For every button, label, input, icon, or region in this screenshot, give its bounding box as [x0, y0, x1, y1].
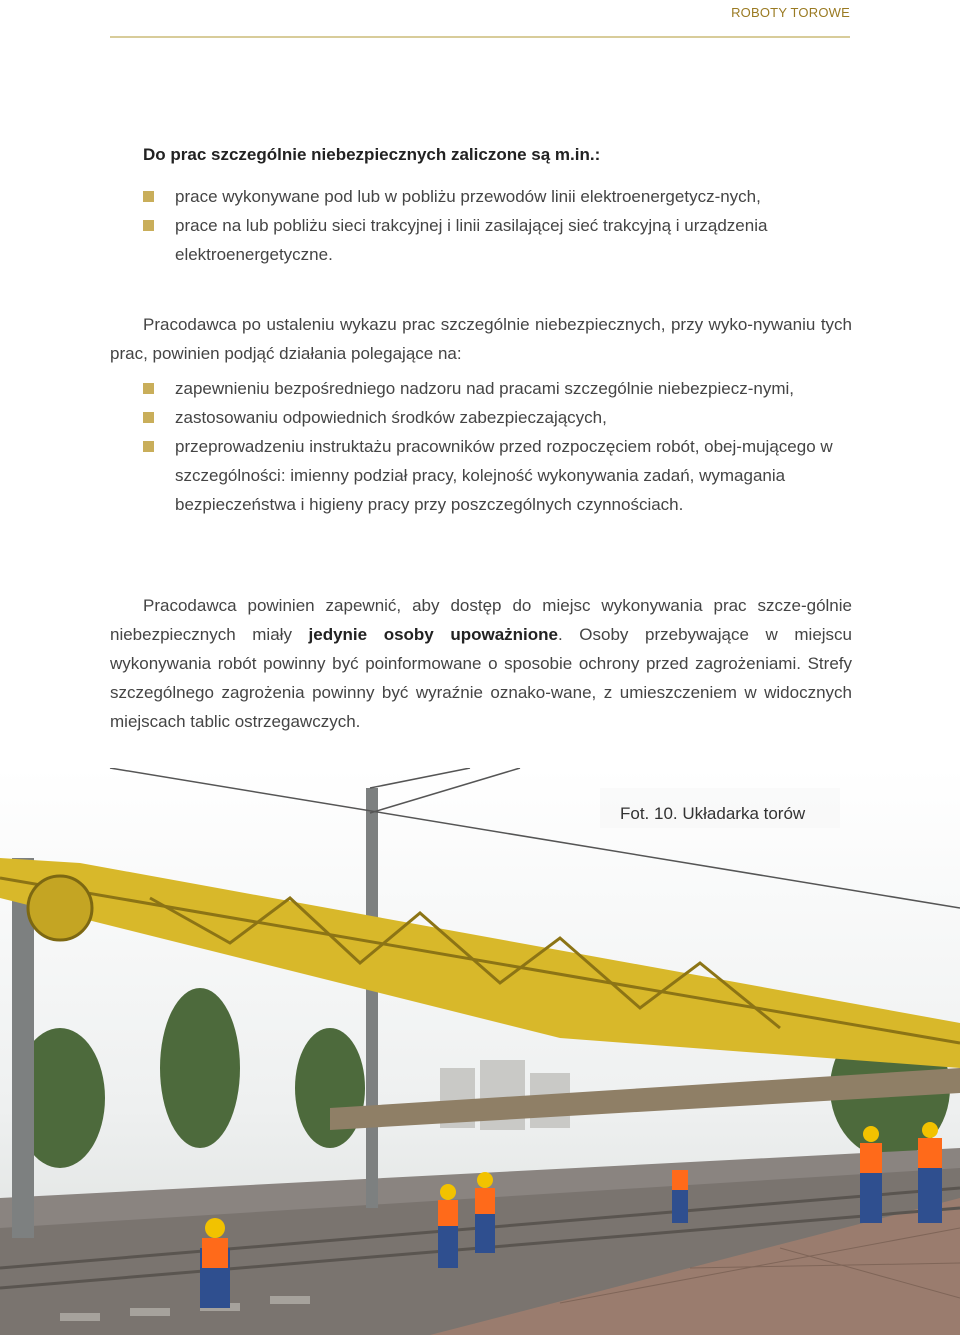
- track-layer-photo: [0, 768, 960, 1335]
- square-bullet-icon: [143, 412, 154, 423]
- square-bullet-icon: [143, 441, 154, 452]
- list-item: przeprowadzeniu instruktażu pracowników przed rozpoczęciem robót, obej-mującego w szczególności: imienny podział pracy, kolejność wykonywania zadań, wymagania bezpieczeństwa i higieny pracy przy poszczególnych czynnościach.: [143, 432, 853, 519]
- square-bullet-icon: [143, 383, 154, 394]
- list-item: prace na lub pobliżu sieci trakcyjnej i linii zasilającej sieć trakcyjną i urządzenia elektroenergetyczne.: [143, 211, 853, 269]
- square-bullet-icon: [143, 220, 154, 231]
- photo-illustration: [0, 768, 960, 1335]
- emphasis-text: jedynie osoby upoważnione: [308, 625, 558, 644]
- section-label: ROBOTY TOROWE: [731, 5, 850, 20]
- section-heading: Do prac szczególnie niebezpiecznych zaliczone są m.in.:: [143, 145, 601, 164]
- list-item: zapewnieniu bezpośredniego nadzoru nad pracami szczególnie niebezpiecz-nymi,: [143, 374, 853, 403]
- employer-actions-list: [143, 374, 853, 519]
- paragraph: Pracodawca po ustaleniu wykazu prac szczególnie niebezpiecznych, przy wyko-nywaniu tych prac, powinien podjąć działania polegające na:: [110, 315, 852, 363]
- list-item: prace wykonywane pod lub w pobliżu przewodów linii elektroenergetycz-nych,: [143, 182, 853, 211]
- list-item: zastosowaniu odpowiednich środków zabezpieczających,: [143, 403, 853, 432]
- page-header: [110, 0, 850, 38]
- hazard-work-list: [143, 182, 853, 269]
- square-bullet-icon: [143, 191, 154, 202]
- photo-caption: Fot. 10. Układarka torów: [620, 804, 806, 823]
- paragraph: Pracodawca powinien zapewnić, aby dostęp do miejsc wykonywania prac szcze-gólnie niebezpiecznych miały jedynie osoby upoważnione. Osoby przebywające w miejscu wykonywania robót powinny być poinformowane o sposobie ochrony przed zagrożeniami. Strefy szczególnego zagrożenia powinny być wyraźnie oznako-wane, z umieszczeniem w widocznych miejscach tablic ostrzegawczych.: [110, 596, 853, 731]
